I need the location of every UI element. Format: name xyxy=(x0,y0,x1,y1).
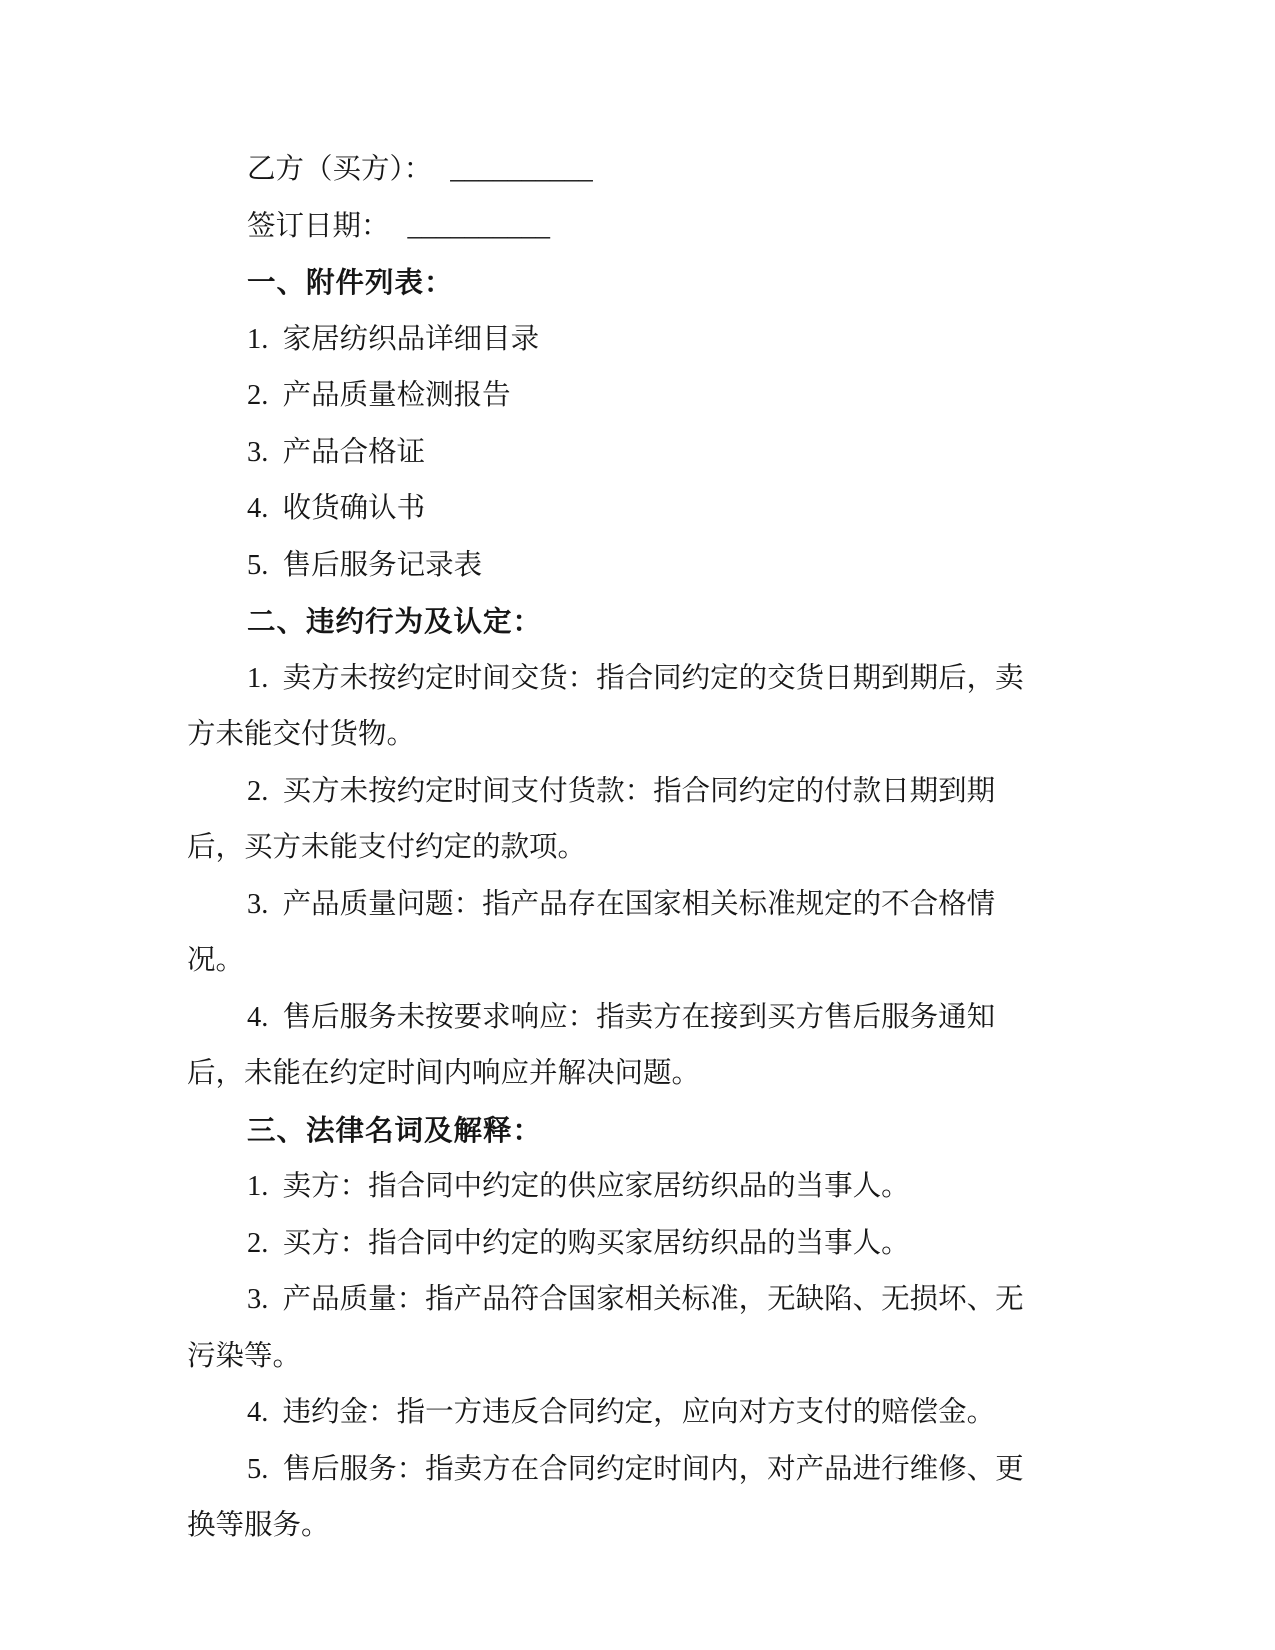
legal-term-item: 3. 产品质量：指产品符合国家相关标准，无缺陷、无损坏、无污染等。 xyxy=(187,1284,1024,1372)
attachment-item: 1. 家居纺织品详细目录 xyxy=(247,323,540,355)
field-line-party-b xyxy=(187,142,1049,199)
field-blank-party-b: __________ xyxy=(450,154,593,185)
breach-item: 2. 买方未按约定时间支付货款：指合同约定的付款日期到期后，买方未能支付约定的款项。 xyxy=(187,775,996,863)
breach-item: 1. 卖方未按约定时间交货：指合同约定的交货日期到期后，卖方未能交付货物。 xyxy=(187,662,1024,750)
field-blank-sign-date: __________ xyxy=(407,210,551,242)
section-heading-attachments: 一、附件列表： xyxy=(247,266,454,299)
attachment-item: 3. 产品合格证 xyxy=(247,436,426,468)
document-body xyxy=(187,142,1049,1555)
legal-term-item: 2. 买方：指合同中约定的购买家居纺织品的当事人。 xyxy=(247,1227,910,1259)
section-heading-legal-terms: 三、法律名词及解释： xyxy=(247,1113,543,1147)
field-label-sign-date: 签订日期： xyxy=(247,210,390,242)
attachment-item: 4. 收货确认书 xyxy=(247,493,426,524)
breach-item: 3. 产品质量问题：指产品存在国家相关标准规定的不合格情况。 xyxy=(187,888,996,976)
attachment-item: 2. 产品质量检测报告 xyxy=(247,380,511,411)
legal-term-item: 1. 卖方：指合同中约定的供应家居纺织品的当事人。 xyxy=(247,1171,910,1202)
field-line-sign-date xyxy=(187,199,1049,256)
attachment-item: 5. 售后服务记录表 xyxy=(247,549,483,581)
field-label-party-b: 乙方（买方）： xyxy=(247,154,433,185)
legal-term-item: 5. 售后服务：指卖方在合同约定时间内，对产品进行维修、更换等服务。 xyxy=(187,1453,1024,1541)
legal-term-item: 4. 违约金：指一方违反合同约定，应向对方支付的赔偿金。 xyxy=(247,1397,996,1428)
section-heading-breach: 二、违约行为及认定： xyxy=(247,605,543,638)
breach-item: 4. 售后服务未按要求响应：指卖方在接到买方售后服务通知后，未能在约定时间内响应并解决问题。 xyxy=(187,1001,996,1089)
